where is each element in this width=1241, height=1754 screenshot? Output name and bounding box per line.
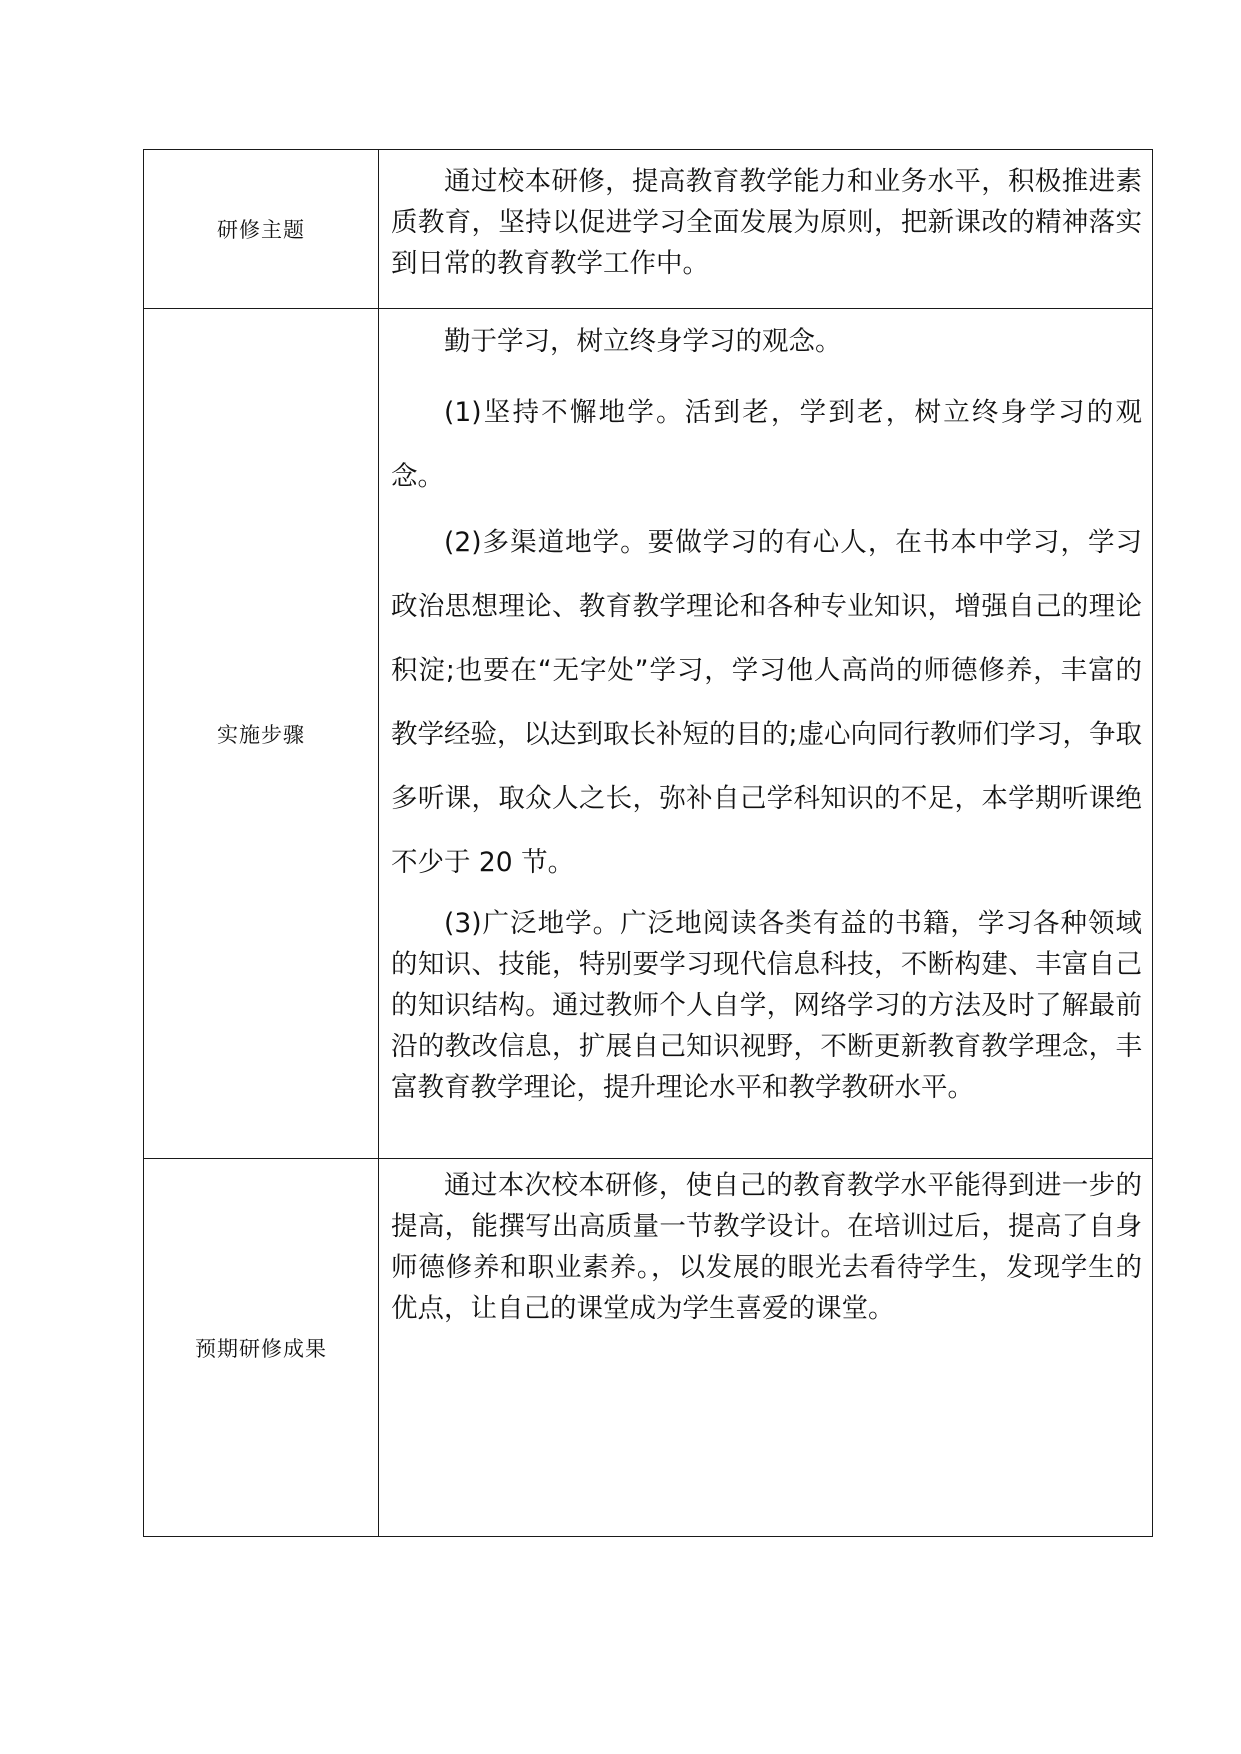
table-row bbox=[144, 309, 1153, 1159]
paragraph: 通过校本研修，提高教育教学能力和业务水平，积极推进素质教育，坚持以促进学习全面发展为原则，把新课改的精神落实到日常的教育教学工作中。 bbox=[391, 166, 1142, 279]
table-row bbox=[144, 1159, 1153, 1537]
paragraph: 勤于学习，树立终身学习的观念。 bbox=[444, 326, 842, 357]
paragraph: (3)广泛地学。广泛地阅读各类有益的书籍，学习各种领域的知识、技能，特别要学习现代信息科技，不断构建、丰富自己的知识结构。通过教师个人自学，网络学习的方法及时了解最前沿的教改信息，扩展自己知识视野，不断更新教育教学理念，丰富教育教学理论，提升理论水平和教学教研水平。 bbox=[391, 908, 1142, 1103]
outcome-content bbox=[379, 1159, 1153, 1537]
paragraph: (1)坚持不懈地学。活到老，学到老，树立终身学习的观念。 bbox=[391, 397, 1142, 492]
table-row bbox=[144, 150, 1153, 309]
row-label-steps: 实施步骤 bbox=[144, 309, 379, 1159]
plan-table bbox=[143, 149, 1153, 1537]
row-label-theme: 研修主题 bbox=[144, 150, 379, 309]
steps-content bbox=[379, 309, 1153, 1159]
row-label-outcome: 预期研修成果 bbox=[144, 1159, 379, 1537]
paragraph: (2)多渠道地学。要做学习的有心人，在书本中学习，学习政治思想理论、教育教学理论和各种专业知识，增强自己的理论积淀;也要在“无字处”学习，学习他人高尚的师德修养，丰富的教学经验，以达到取长补短的目的;虚心向同行教师们学习，争取多听课，取众人之长，弥补自己学科知识的不足，本学期听课绝不少于 20 节。 bbox=[391, 527, 1142, 878]
paragraph: 通过本次校本研修，使自己的教育教学水平能得到进一步的提高，能撰写出高质量一节教学设计。在培训过后，提高了自身师德修养和职业素养。，以发展的眼光去看待学生，发现学生的优点，让自己的课堂成为学生喜爱的课堂。 bbox=[391, 1170, 1142, 1324]
theme-content bbox=[379, 150, 1153, 309]
